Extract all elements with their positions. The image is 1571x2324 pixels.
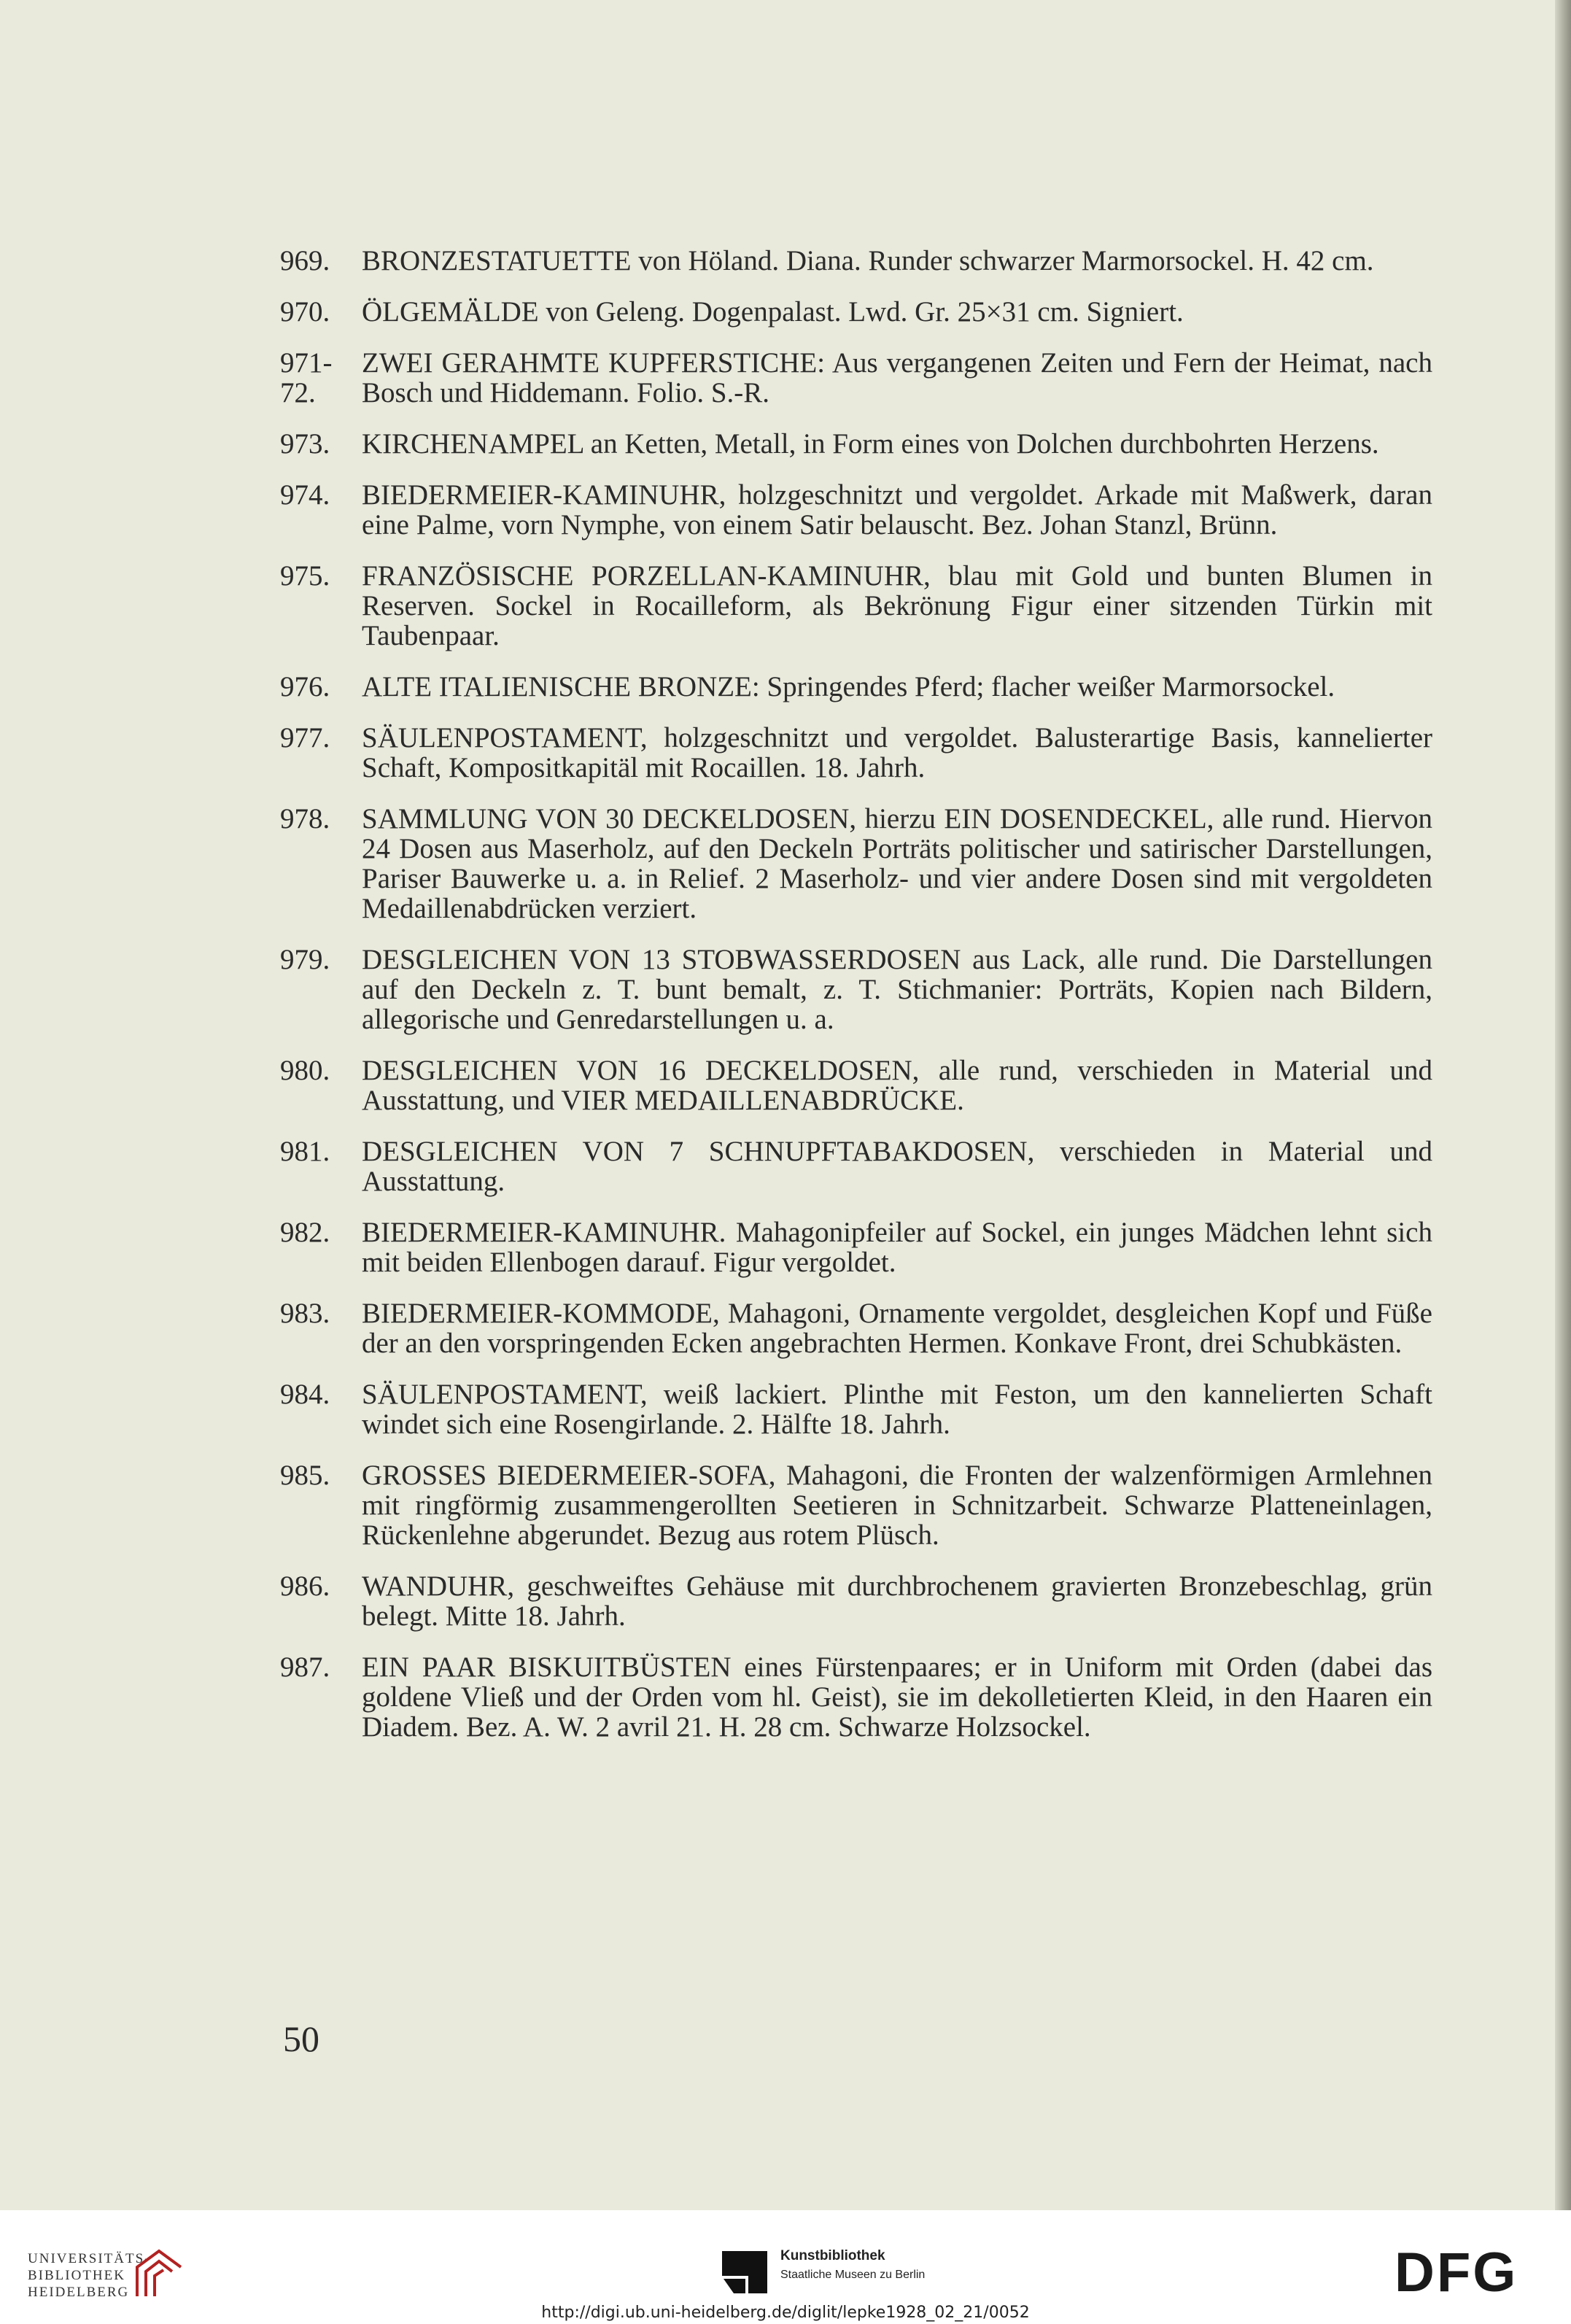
entry-text: DESGLEICHEN VON 13 STOBWASSERDOSEN aus Lack, alle rund. Die Darstellungen auf den Deckeln z. T. bunt bemalt, z. T. Stichmanier: Porträts, Kopien nach Bildern, allegorische und Genredarstellungen u. a. [362, 944, 1432, 1035]
catalog-entry [280, 561, 1432, 651]
catalog-entry [280, 246, 1432, 276]
university-line-1: UNIVERSITÄTS- [28, 2251, 151, 2266]
entry-text: BIEDERMEIER-KOMMODE, Mahagoni, Ornamente vergoldet, desgleichen Kopf und Füße der an den vorspringenden Ecken angebrachten Hermen. Konkave Front, drei Schubkästen. [362, 1298, 1432, 1359]
catalog-entry [280, 1217, 1432, 1277]
entry-text: ZWEI GERAHMTE KUPFERSTICHE: Aus vergangenen Zeiten und Fern der Heimat, nach Bosch und Hiddemann. Folio. S.-R. [362, 347, 1432, 408]
entry-text: BRONZESTATUETTE von Höland. Diana. Runder schwarzer Marmorsockel. H. 42 cm. [362, 245, 1374, 276]
entry-text: SAMMLUNG VON 30 DECKELDOSEN, hierzu EIN DOSENDECKEL, alle rund. Hiervon 24 Dosen aus Maserholz, auf den Deckeln Porträts politischer und satirischer Darstellungen, Pariser Bauwerke u. a. in Relief. 2 Maserholz- und vier andere Dosen sind mit vergoldeten Medaillenabdrücken verziert. [362, 803, 1432, 924]
catalog-entry [280, 1298, 1432, 1358]
university-line-2: BIBLIOTHEK [28, 2268, 125, 2283]
entry-number: 978. [280, 803, 330, 834]
kunstbibliothek-logo-icon[interactable] [719, 2247, 770, 2298]
catalog-entry [280, 804, 1432, 923]
entry-number: 985. [280, 1460, 330, 1491]
catalog-entry-list [280, 246, 1432, 1763]
entry-number: 971-72. [280, 347, 333, 408]
entry-text: WANDUHR, geschweiftes Gehäuse mit durchbrochenem gravierten Bronzebeschlag, grün belegt. Mitte 18. Jahrh. [362, 1570, 1432, 1632]
catalog-entry [280, 945, 1432, 1034]
university-library-logo-icon[interactable] [130, 2245, 188, 2304]
viewer-footer [0, 2210, 1571, 2324]
kunstbibliothek-subtitle: Staatliche Museen zu Berlin [780, 2269, 926, 2281]
entry-text: DESGLEICHEN VON 7 SCHNUPFTABAKDOSEN, verschieden in Material und Ausstattung. [362, 1136, 1432, 1197]
entry-text: BIEDERMEIER-KAMINUHR, holzgeschnitzt und vergoldet. Arkade mit Maßwerk, daran eine Palme, vorn Nymphe, von einem Satir belauscht. Bez. Johan Stanzl, Brünn. [362, 479, 1432, 541]
catalog-entry [280, 429, 1432, 459]
catalog-entry [280, 672, 1432, 702]
entry-text: BIEDERMEIER-KAMINUHR. Mahagonipfeiler auf Sockel, ein junges Mädchen lehnt sich mit beiden Ellenbogen darauf. Figur vergoldet. [362, 1217, 1432, 1278]
entry-number: 974. [280, 479, 330, 511]
catalog-entry [280, 480, 1432, 540]
entry-number: 986. [280, 1570, 330, 1602]
entry-text: GROSSES BIEDERMEIER-SOFA, Mahagoni, die Fronten der walzenförmigen Armlehnen mit ringförmig zusammengerollten Seetieren in Schnitzarbeit. Schwarze Platteneinlagen, Rückenlehne abgerundet. Bezug aus rotem Plüsch. [362, 1460, 1432, 1551]
catalog-entry [280, 1136, 1432, 1196]
entry-number: 981. [280, 1136, 330, 1167]
entry-number: 975. [280, 560, 330, 592]
entry-number: 987. [280, 1651, 330, 1683]
entry-text: DESGLEICHEN VON 16 DECKELDOSEN, alle rund, verschieden in Material und Ausstattung, und VIER MEDAILLENABDRÜCKE. [362, 1055, 1432, 1116]
entry-number: 979. [280, 944, 330, 975]
entry-number: 982. [280, 1217, 330, 1248]
dfg-logo[interactable]: DFG [1394, 2242, 1518, 2304]
entry-text: SÄULENPOSTAMENT, holzgeschnitzt und vergoldet. Balusterartige Basis, kannelierter Schaft, Kompositkapitäl mit Rocaillen. 18. Jahrh. [362, 722, 1432, 783]
catalog-entry [280, 1056, 1432, 1115]
catalog-entry [280, 348, 1432, 408]
entry-text: KIRCHENAMPEL an Ketten, Metall, in Form eines von Dolchen durchbohrten Herzens. [362, 428, 1379, 460]
entry-number: 973. [280, 428, 330, 460]
catalog-entry [280, 297, 1432, 327]
catalog-entry [280, 1652, 1432, 1742]
entry-text: SÄULENPOSTAMENT, weiß lackiert. Plinthe mit Feston, um den kannelierten Schaft windet sich eine Rosengirlande. 2. Hälfte 18. Jahrh. [362, 1379, 1432, 1440]
book-spine-edge [1555, 0, 1571, 2210]
catalog-entry [280, 1571, 1432, 1631]
entry-number: 976. [280, 671, 330, 702]
catalog-entry [280, 1460, 1432, 1550]
entry-number: 984. [280, 1379, 330, 1410]
entry-number: 969. [280, 245, 330, 276]
entry-number: 970. [280, 296, 330, 328]
entry-text: EIN PAAR BISKUITBÜSTEN eines Fürstenpaares; er in Uniform mit Orden (dabei das goldene Vließ und der Orden vom hl. Geist), sie im dekolletierten Kleid, in den Haaren ein Diadem. Bez. A. W. 2 avril 21. H. 28 cm. Schwarze Holzsockel. [362, 1651, 1432, 1743]
entry-number: 983. [280, 1298, 330, 1329]
entry-text: FRANZÖSISCHE PORZELLAN-KAMINUHR, blau mit Gold und bunten Blumen in Reserven. Sockel in Rocailleform, als Bekrönung Figur einer sitzenden Türkin mit Taubenpaar. [362, 560, 1432, 651]
entry-text: ALTE ITALIENISCHE BRONZE: Springendes Pferd; flacher weißer Marmorsockel. [362, 671, 1335, 702]
page-number: 50 [283, 2018, 319, 2059]
entry-number: 980. [280, 1055, 330, 1086]
permalink-url[interactable]: http://digi.ub.uni-heidelberg.de/diglit/lepke1928_02_21/0052 [541, 2304, 1030, 2322]
university-line-3: HEIDELBERG [28, 2285, 130, 2300]
catalog-entry [280, 1379, 1432, 1439]
entry-text: ÖLGEMÄLDE von Geleng. Dogenpalast. Lwd. Gr. 25×31 cm. Signiert. [362, 296, 1184, 328]
kunstbibliothek-title: Kunstbibliothek [780, 2248, 885, 2263]
entry-number: 977. [280, 722, 330, 754]
catalog-entry [280, 723, 1432, 783]
